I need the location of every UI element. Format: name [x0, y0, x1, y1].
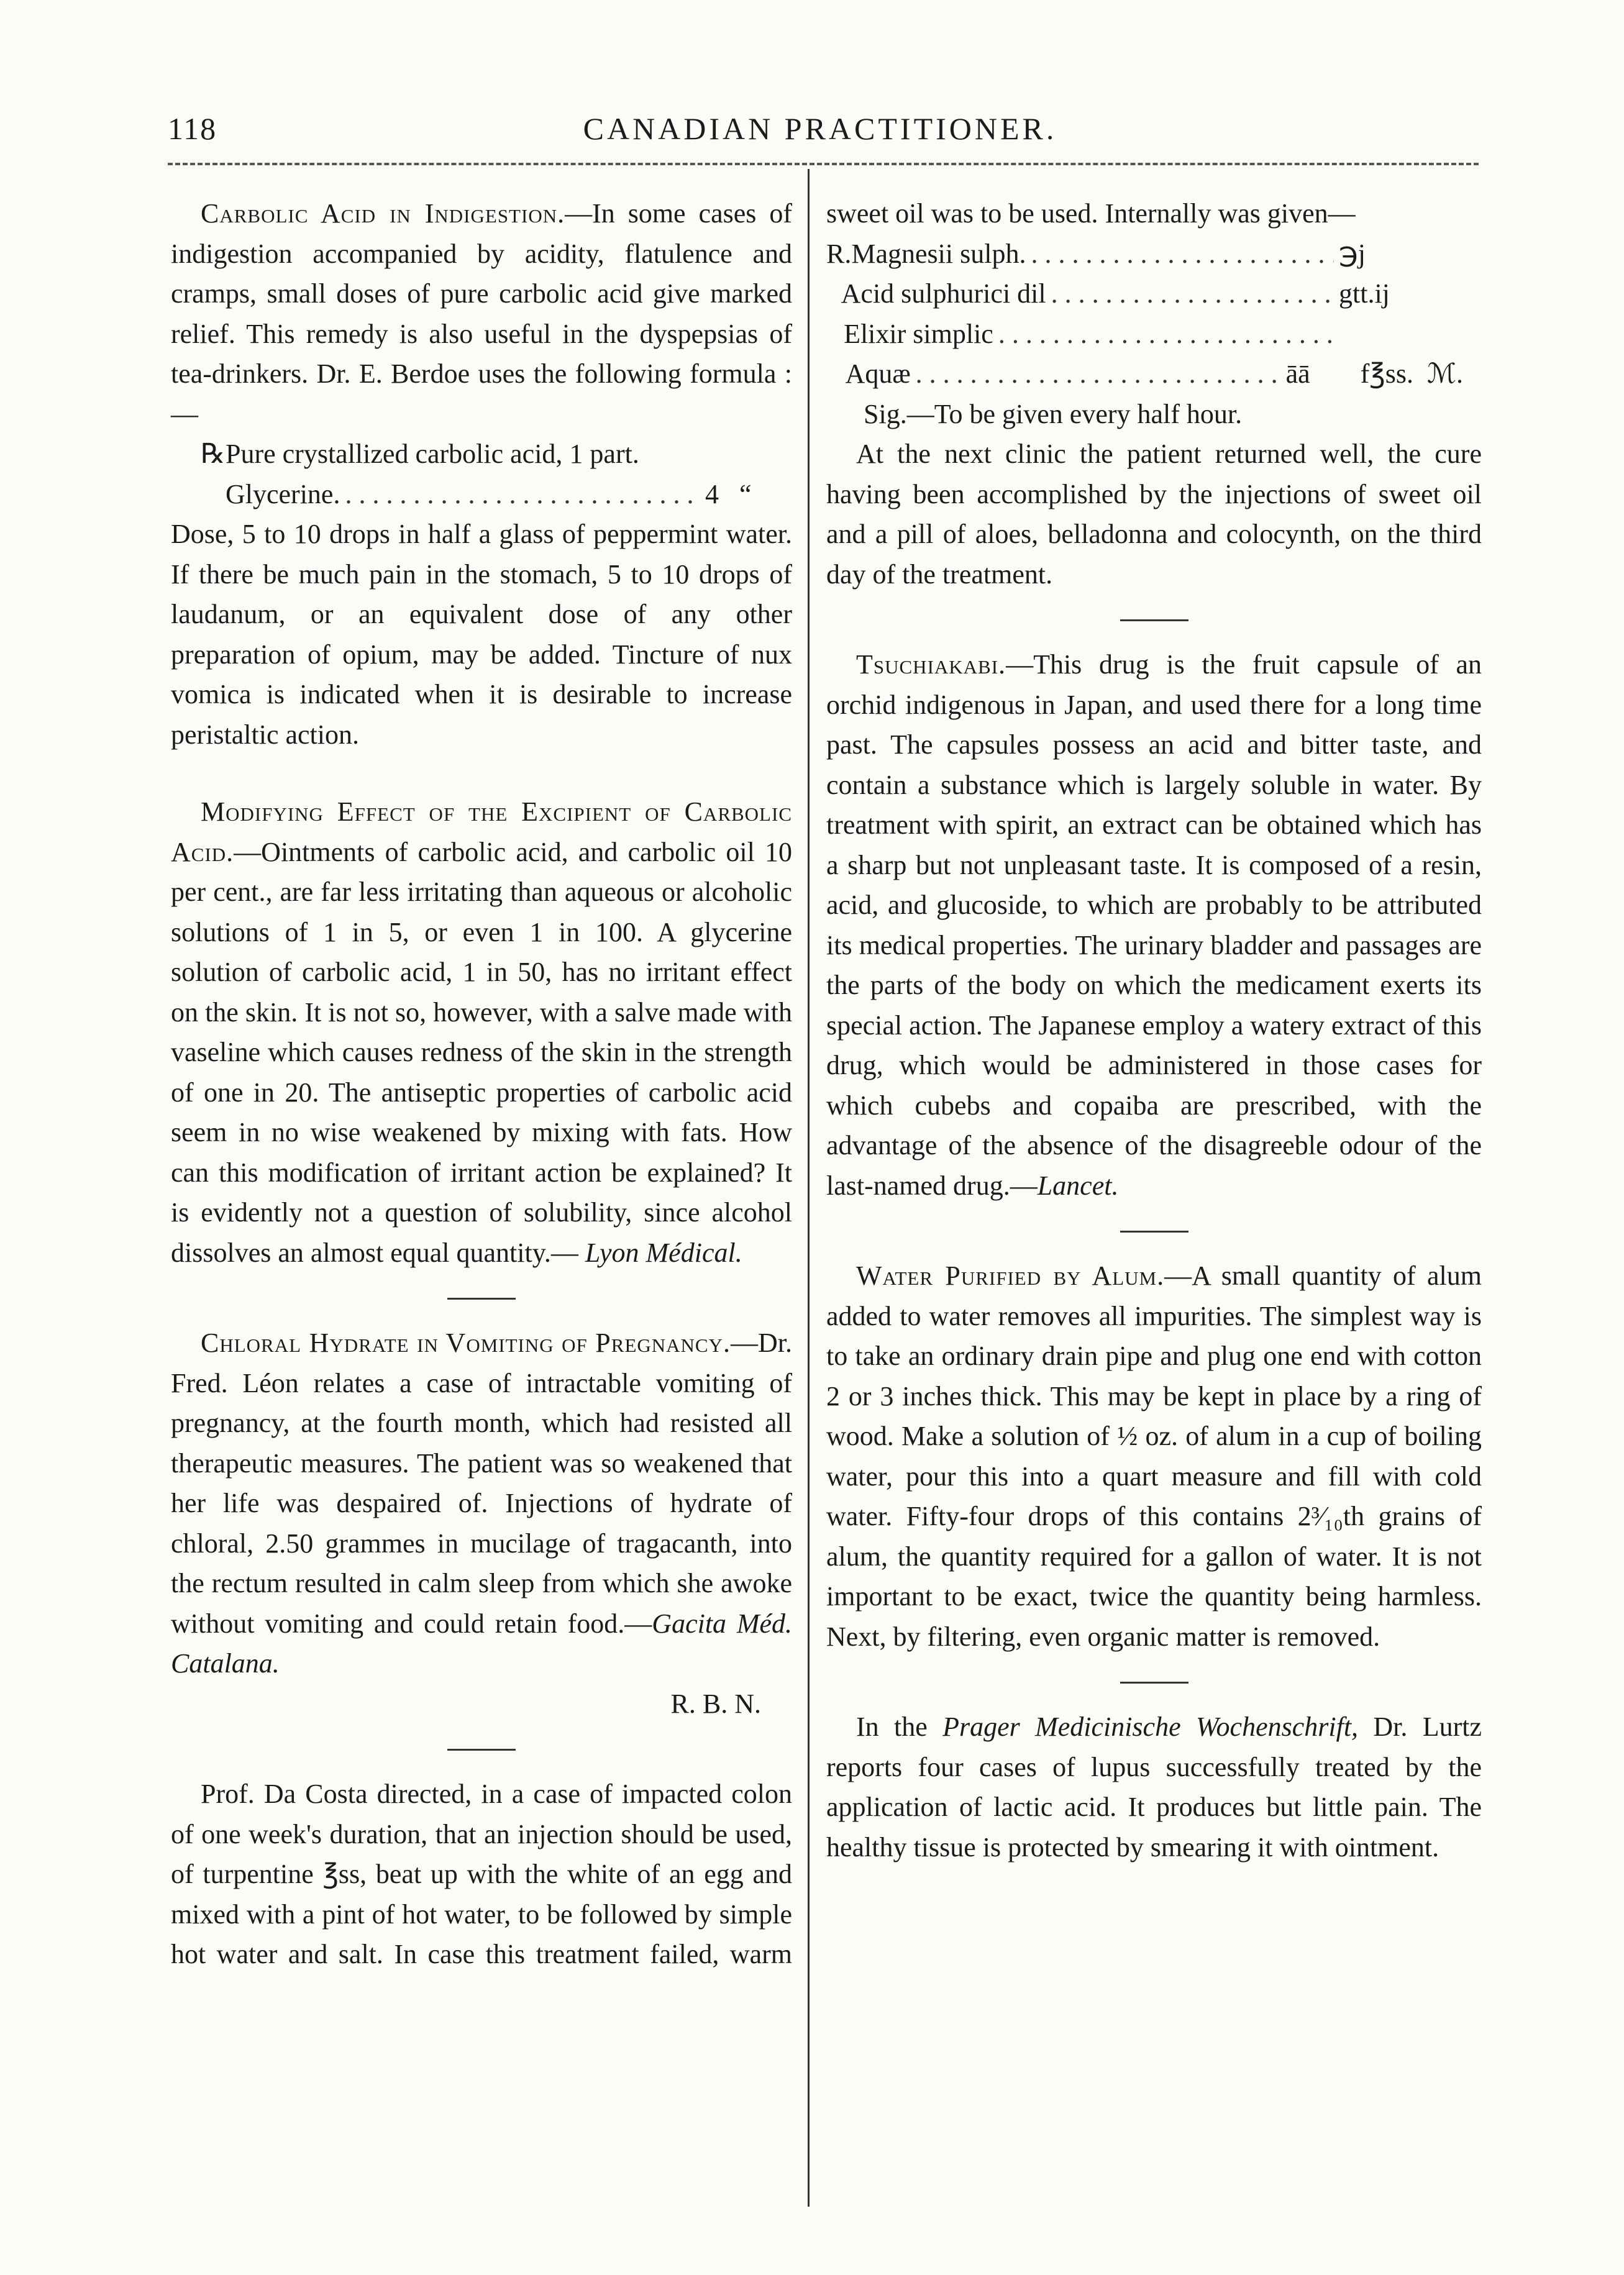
article-title: Chloral Hydrate in Vomiting of Pregnancy.: [201, 1328, 731, 1358]
article-text: —Ointments of carbolic acid, and carbolic oil 10 per cent., are far less irritating than aqueous or alcoholic solutions of 1 in 5, or even 1 in 100. A glycerine solution of carbolic acid, 1 in 50, has no irritant effect on the skin. It is not so, however, with a salve made with vaseline which causes redness of the skin in the strength of one in 20. The antiseptic properties of carbolic acid seem in no wise weakened by mixing with fats. How can this modification of irritant action be explained? It is evidently not a question of solubility, since alcohol dissolves an almost equal quantity.—: [171, 836, 792, 1268]
article-da-costa: [171, 1774, 792, 1975]
prescription-signa: Sig.—To be given every half hour.: [864, 398, 1243, 429]
recipe-symbol: [826, 354, 846, 394]
right-column: [826, 194, 1482, 1867]
article-tsuchiakabi: [826, 645, 1482, 1206]
article-text: Dose, 5 to 10 drops in half a glass of peppermint water. If there be much pain in the stomach, 5 to 10 drops of laudanum, or an equivalent dose of any other preparation of opium, may be added. Tincture of nux vomica is indicated when it is desirable to increase peristaltic action.: [171, 519, 792, 750]
ingredient-name: Pure crystallized carbolic acid, 1 part.: [226, 439, 639, 469]
ingredient-amount: [1413, 314, 1463, 355]
leader-dots: [1031, 234, 1334, 275]
prescription-line: [826, 274, 1482, 314]
section-separator: [447, 1298, 516, 1300]
article-water-alum: [826, 1256, 1482, 1657]
leader-dots: [998, 314, 1334, 355]
article-paragraph: [171, 1323, 792, 1684]
ingredient-name: Magnesii sulph.: [851, 238, 1026, 269]
section-separator: [1120, 1682, 1188, 1684]
article-title: Carbolic Acid in Indigestion.: [201, 198, 565, 229]
author-signature: R. B. N.: [670, 1688, 761, 1719]
page-header: [168, 111, 1472, 154]
ingredient-amount: āā: [1285, 358, 1310, 389]
article-text: —In some cases of indigestion accompanied by acidity, flatulence and cramps, small doses of pure carbolic acid give marked relief. This remedy is also useful in the dyspepsias of tea-drinkers. Dr. E. Berdoe uses the following formula :—: [171, 198, 792, 429]
prescription-line: [171, 434, 792, 475]
article-paragraph: [826, 1707, 1482, 1867]
article-text: At the next clinic the patient returned well, the cure having been accomplished by the injections of sweet oil and a pill of aloes, belladonna and colocynth, on the third day of the treatment.: [826, 439, 1482, 590]
leader-dots: [1051, 274, 1334, 314]
article-source: Gacita Méd. Catalana.: [171, 1608, 793, 1679]
leader-dots: [916, 354, 1281, 394]
article-text: —Dr. Fred. Léon relates a case of intractable vomiting of pregnancy, at the fourth month, which had resisted all therapeutic measures. The patient was so weakened that her life was despaired of. Injections of hydrate of chloral, 2.50 grammes in mucilage of tragacanth, into the rectum resulted in calm sleep from which she awoke without vomiting and could retain food.—: [171, 1328, 792, 1639]
article-text: —A small quantity of alum added to water removes all impurities. The simplest way is to take an ordinary drain pipe and plug one end with cotton 2 or 3 inches thick. This may be kept in place by a ring of wood. Make a solution of ½ oz. of alum in a cup of boiling water, pour this into a quart measure and fill with cold water. Fifty-four drops of this contains 2³⁄₁₀th grains of alum, the quantity required for a gallon of water. It is not important to be exact, twice the quantity being harmless. Next, by filtering, even organic matter is removed.: [826, 1261, 1482, 1652]
article-source: Lyon Médical.: [585, 1237, 742, 1268]
article-paragraph: [826, 645, 1482, 1206]
ingredient-amount: f℥ss. ℳ.: [1360, 358, 1463, 389]
prescription-line: [826, 354, 1482, 394]
ingredient-name: Acid sulphurici dil: [841, 278, 1046, 309]
running-title: CANADIAN PRACTITIONER.: [583, 111, 1057, 146]
ingredient-amount: 4 “: [705, 478, 752, 509]
article-modifying-effect: [171, 792, 792, 1273]
article-text: Prof. Da Costa directed, in a case of impacted colon of one week's duration, that an injection should be used, of turpentine ℥ss, beat up with the white of an egg and mixed with a pint of hot water, to be followed by simple hot water and salt. In case this treatment failed, warm: [171, 1779, 792, 1969]
section-separator: [447, 1749, 516, 1751]
recipe-symbol: ℞: [201, 439, 226, 469]
header-rule: [168, 163, 1479, 165]
article-lupus: [826, 1707, 1482, 1867]
article-chloral-hydrate: [171, 1323, 792, 1724]
ingredient-name: Aquæ: [845, 358, 911, 389]
leader-dots: [345, 475, 700, 515]
article-paragraph: [171, 792, 792, 1273]
article-title: Modifying Effect of the Excipient of Carbolic Acid.: [171, 796, 792, 867]
page-number: 118: [168, 111, 217, 146]
ingredient-amount: gtt.ij: [1339, 278, 1390, 309]
article-paragraph: [826, 1256, 1482, 1657]
article-text: —This drug is the fruit capsule of an orchid indigenous in Japan, and used there for a long time past. The capsules possess an acid and bitter taste, and contain a substance which is largely soluble in water. By treatment with spirit, an extract can be obtained which has a sharp but not unpleasant taste. It is composed of a resin, acid, and glucoside, to which are probably to be attributed its medical properties. The urinary bladder and passages are the parts of the body on which the medicament exerts its special action. The Japanese employ a watery extract of this drug, which would be administered in those cases for which cubebs and copaiba are prescribed, with the advantage of the absence of the disagreeble odour of the last-named drug.—: [826, 649, 1482, 1201]
ingredient-name: Elixir simplic: [844, 318, 993, 349]
article-paragraph: [171, 194, 792, 434]
article-source: Lancet.: [1037, 1170, 1119, 1201]
article-text: sweet oil was to be used. Internally was given—: [826, 198, 1356, 229]
ingredient-name: Glycerine.: [226, 478, 340, 509]
article-text: Dr. Lurtz reports four cases of lupus successfully treated by the application of lactic acid. It produces but little pain. The healthy tissue is protected by smearing it with ointment.: [826, 1712, 1482, 1862]
section-gap: [171, 755, 792, 792]
recipe-symbol: R.: [826, 238, 852, 269]
prescription: [826, 234, 1482, 435]
article-carbolic-acid: [171, 194, 792, 755]
prescription-line: [826, 314, 1482, 355]
prescription: [171, 434, 792, 514]
article-title: Water Purified by Alum.: [856, 1261, 1165, 1291]
recipe-symbol: [826, 314, 844, 355]
article-da-costa-continued: [826, 194, 1482, 595]
ingredient-amount: [1413, 234, 1463, 275]
article-source: Prager Medicinische Wochenschrift,: [942, 1712, 1359, 1742]
recipe-symbol: [826, 274, 841, 314]
ingredient-amount: ℈j: [1339, 238, 1366, 269]
article-text: In the: [856, 1712, 943, 1742]
prescription-line: [826, 234, 1482, 275]
section-separator: [1120, 1231, 1188, 1233]
ingredient-amount: [1339, 314, 1401, 355]
ingredient-amount: [1413, 274, 1463, 314]
column-divider: [808, 169, 810, 2207]
article-title: Tsuchiakabi.: [856, 649, 1006, 680]
prescription-line: [171, 475, 792, 515]
left-column: [171, 194, 792, 1975]
section-separator: [1120, 619, 1188, 621]
